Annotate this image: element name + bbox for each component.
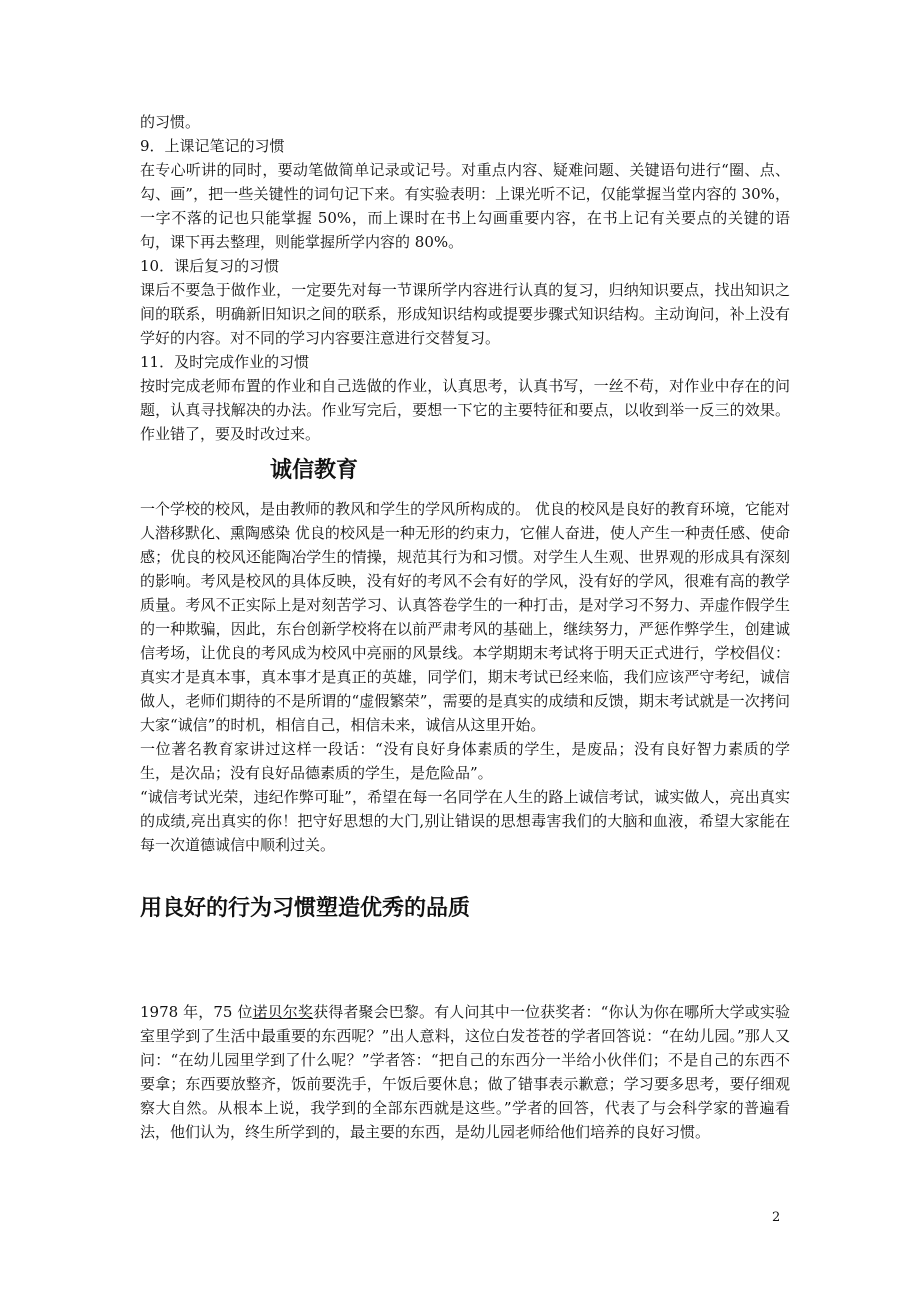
nobel-text-start: 1978 年，75 位: [140, 1003, 253, 1021]
section-integrity: [140, 497, 790, 857]
nobel-prize-link[interactable]: 诺贝尔奖: [252, 1003, 314, 1021]
heading-11: 11．及时完成作业的习惯: [140, 353, 310, 371]
heading-10: 10．课后复习的习惯: [140, 257, 280, 275]
paragraph-11: 按时完成老师布置的作业和自己选做的作业，认真思考，认真书写，一丝不苟，对作业中存在的问题，认真寻找解决的办法。作业写完后，要想一下它的主要特征和要点，以收到举一反三的效果。作业错了，要及时改过来。: [140, 377, 790, 443]
section-study-habits: [140, 110, 790, 446]
paragraph-integrity-2: 一位著名教育家讲过这样一段话：“没有良好身体素质的学生，是废品；没有良好智力素质的学生，是次品；没有良好品德素质的学生，是危险品”。: [140, 740, 790, 782]
section-title-integrity: 诚信教育: [270, 458, 359, 483]
section-title-habits: 用良好的行为习惯塑造优秀的品质: [140, 896, 471, 921]
paragraph-integrity-1: 一个学校的校风，是由教师的教风和学生的学风所构成的。 优良的校风是良好的教育环境，它能对人潜移默化、熏陶感染 优良的校风是一种无形的约束力，它催人奋进，使人产生一种责任感、使命感；优良的校风还能陶冶学生的情操，规范其行为和习惯。对学生人生观、世界观的形成具有深刻的影响。考风是校风的具体反映，没有好的考风不会有好的学风，没有好的学风，很难有高的教学质量。考风不正实际上是对刻苦学习、认真答卷学生的一种打击，是对学习不努力、弄虚作假学生的一种欺骗，因此，东台创新学校将在以前严肃考风的基础上，继续努力，严惩作弊学生，创建诚信考场，让优良的考风成为校风中亮丽的风景线。本学期期末考试将于明天正式进行，学校倡仪：真实才是真本事，真本事才是真正的英雄，同学们，期末考试已经来临，我们应该严守考纪，诚信做人，老师们期待的不是所谓的“虚假繁荣”，需要的是真实的成绩和反馈，期末考试就是一次拷问大家“诚信”的时机，相信自己，相信未来，诚信从这里开始。: [140, 500, 790, 734]
heading-9: 9．上课记笔记的习惯: [140, 137, 285, 155]
paragraph-integrity-3: “诚信考试光荣，违纪作弊可耻”，希望在每一名同学在人生的路上诚信考试，诚实做人，亮出真实的成绩,亮出真实的你！把守好思想的大门,别让错误的思想毒害我们的大脑和血液，希望大家能在每一次道德诚信中顺利过关。: [140, 788, 790, 854]
section-habits: [140, 1000, 790, 1144]
paragraph-10: 课后不要急于做作业，一定要先对每一节课所学内容进行认真的复习，归纳知识要点，找出知识之间的联系，明确新旧知识之间的联系，形成知识结构或提要步骤式知识结构。主动询问，补上没有学好的内容。对不同的学习内容要注意进行交替复习。: [140, 281, 790, 347]
paragraph-9: 在专心听讲的同时，要动笔做简单记录或记号。对重点内容、疑难问题、关键语句进行“圈、点、勾、画”，把一些关键性的词句记下来。有实验表明：上课光听不记，仅能掌握当堂内容的 30%，一字不落的记也只能掌握 50%，而上课时在书上勾画重要内容，在书上记有关要点的关键的语句，课下再去整理，则能掌握所学内容的 80%。: [140, 161, 790, 251]
paragraph-nobel: [140, 1000, 790, 1144]
page-number: 2: [772, 1210, 781, 1225]
nobel-text-rest: 获得者聚会巴黎。有人问其中一位获奖者：“你认为你在哪所大学或实验室里学到了生活中最重要的东西呢？”出人意料，这位白发苍苍的学者回答说：“在幼儿园。”那人又问：“在幼儿园里学到了什么呢？”学者答：“把自己的东西分一半给小伙伴们；不是自己的东西不要拿；东西要放整齐，饭前要洗手，午饭后要休息；做了错事表示歉意；学习要多思考，要仔细观察大自然。从根本上说，我学到的全部东西就是这些。”学者的回答，代表了与会科学家的普遍看法，他们认为，终生所学到的，最主要的东西，是幼儿园老师给他们培养的良好习惯。: [140, 1003, 790, 1141]
continued-text: 的习惯。: [140, 113, 201, 131]
